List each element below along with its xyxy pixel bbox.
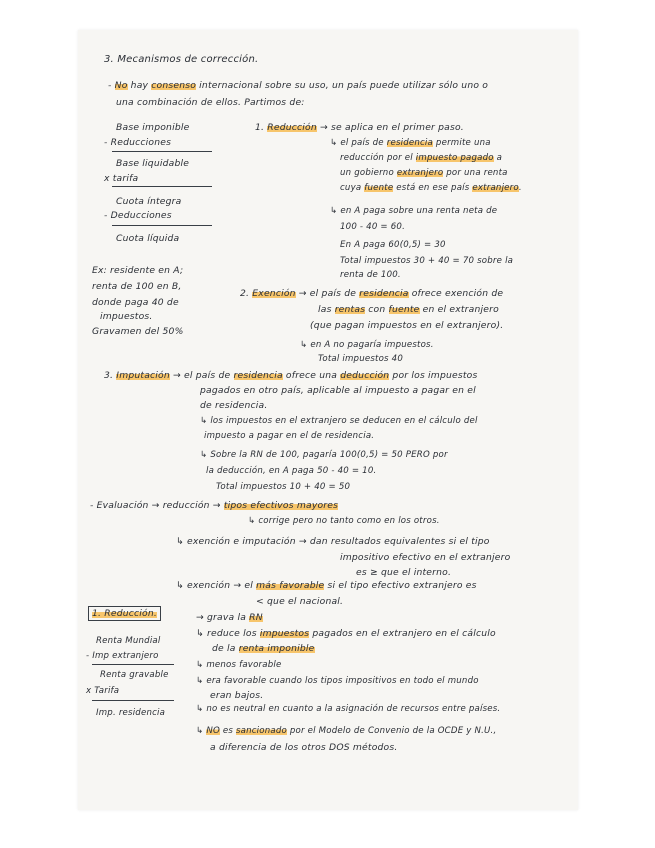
exencion-title: Exención	[252, 288, 296, 299]
imputacion-title: Imputación	[116, 370, 170, 381]
reduccion-line-3: reducción por el impuesto pagado a	[340, 153, 503, 163]
bottom-menos-favorable: ↳ menos favorable	[196, 660, 282, 670]
reduccion-line-5: cuya fuente está en ese país extranjero.	[340, 183, 522, 193]
evaluacion-line-6: ↳ exención → el más favorable si el tipo efectivo extranjero es	[176, 580, 477, 591]
highlight-consenso: consenso	[151, 80, 197, 91]
evaluacion-line-2: ↳ corrige pero no tanto como en los otros.	[248, 516, 440, 526]
bottom-renta-gravable: Renta gravable	[100, 670, 169, 680]
calc-tarifa: x tarifa	[104, 173, 139, 184]
calc-cuota-integra: Cuota íntegra	[116, 196, 182, 207]
evaluacion-line-7: < que el nacional.	[256, 596, 344, 607]
evaluacion-line-4: impositivo efectivo en el extranjero	[340, 552, 511, 563]
imputacion-heading: 3. Imputación → el país de residencia ofrece una deducción por los impuestos	[104, 370, 478, 381]
bottom-ocde: ↳ NO es sancionado por el Modelo de Convenio de la OCDE y N.U.,	[196, 726, 497, 736]
reduccion-example-5: renta de 100.	[340, 270, 401, 280]
bottom-era-favorable: ↳ era favorable cuando los tipos impositivos en todo el mundo	[196, 676, 479, 686]
calc-base-liquidable: Base liquidable	[116, 158, 190, 169]
bottom-renta-imponible: de la renta imponible	[212, 643, 315, 654]
evaluacion-line-1: - Evaluación → reducción → tipos efectivos mayores	[90, 500, 339, 511]
bottom-imp-residencia: Imp. residencia	[96, 708, 166, 718]
evaluacion-line-3: ↳ exención e imputación → dan resultados equivalentes si el tipo	[176, 536, 490, 547]
example-line-5: Gravamen del 50%	[92, 326, 184, 337]
bottom-grava: → grava la RN	[196, 612, 263, 623]
section-title: 3. Mecanismos de corrección.	[104, 54, 259, 65]
calc-divider-1	[112, 151, 212, 152]
exencion-line-2: las rentas con fuente en el extranjero	[318, 304, 499, 315]
example-line-4: impuestos.	[100, 311, 153, 322]
bottom-eran-bajos: eran bajos.	[210, 690, 264, 701]
imputacion-line-2: pagados en otro país, aplicable al impuesto a pagar en el	[200, 385, 476, 396]
bottom-renta-mundial: Renta Mundial	[96, 636, 161, 646]
bottom-divider-1	[92, 664, 174, 665]
reduccion-example-3: En A paga 60(0,5) = 30	[340, 240, 446, 250]
exencion-heading: 2. Exención → el país de residencia ofrece exención de	[240, 288, 504, 299]
calc-base-imponible: Base imponible	[116, 122, 190, 133]
reduccion-example-2: 100 - 40 = 60.	[340, 222, 406, 232]
exencion-example-1: ↳ en A no pagaría impuestos.	[300, 340, 434, 350]
reduccion-example-4: Total impuestos 30 + 40 = 70 sobre la	[340, 256, 514, 266]
calc-deducciones: - Deducciones	[104, 210, 172, 221]
imputacion-example-1: ↳ Sobre la RN de 100, pagaría 100(0,5) = 50 PERO por	[200, 450, 448, 460]
exencion-line-3: (que pagan impuestos en el extranjero).	[310, 320, 504, 331]
imputacion-line-4: ↳ los impuestos en el extranjero se deducen en el cálculo del	[200, 416, 478, 426]
reduccion-title: Reducción	[267, 122, 317, 133]
example-line-3: donde paga 40 de	[92, 297, 179, 308]
bottom-divider-2	[92, 700, 174, 701]
calc-divider-3	[112, 225, 212, 226]
intro-line-2: una combinación de ellos. Partimos de:	[116, 97, 305, 108]
bottom-tarifa: x Tarifa	[86, 686, 120, 696]
bottom-reduce: ↳ reduce los impuestos pagados en el extranjero en el cálculo	[196, 628, 496, 639]
calc-divider-2	[112, 186, 212, 187]
calc-cuota-liquida: Cuota líquida	[116, 233, 180, 244]
example-line-2: renta de 100 en B,	[92, 281, 182, 292]
imputacion-example-2: la deducción, en A paga 50 - 40 = 10.	[206, 466, 377, 476]
bottom-neutral: ↳ no es neutral en cuanto a la asignación de recursos entre países.	[196, 704, 501, 714]
imputacion-line-5: impuesto a pagar en el de residencia.	[204, 431, 375, 441]
intro-line-1: - No hay consenso internacional sobre su uso, un país puede utilizar sólo uno o	[108, 80, 489, 91]
bottom-diferencia: a diferencia de los otros DOS métodos.	[210, 742, 398, 753]
imputacion-line-3: de residencia.	[200, 400, 268, 411]
reduccion-line-4: un gobierno extranjero por una renta	[340, 168, 508, 178]
reduccion-heading: 1. Reducción → se aplica en el primer paso.	[255, 122, 464, 133]
bottom-imp-extranjero: - Imp extranjero	[86, 651, 159, 661]
highlight-no: No	[114, 80, 128, 91]
evaluacion-line-5: es ≥ que el interno.	[356, 567, 452, 578]
exencion-example-2: Total impuestos 40	[318, 354, 403, 364]
example-line-1: Ex: residente en A;	[92, 265, 184, 276]
reduccion-line-2: ↳ el país de residencia permite una	[330, 138, 491, 148]
bottom-reduccion-box	[88, 608, 161, 619]
bottom-reduccion-title: 1. Reducción.	[92, 608, 157, 619]
calc-reducciones: - Reducciones	[104, 137, 172, 148]
reduccion-example-1: ↳ en A paga sobre una renta neta de	[330, 206, 498, 216]
imputacion-example-3: Total impuestos 10 + 40 = 50	[216, 482, 351, 492]
